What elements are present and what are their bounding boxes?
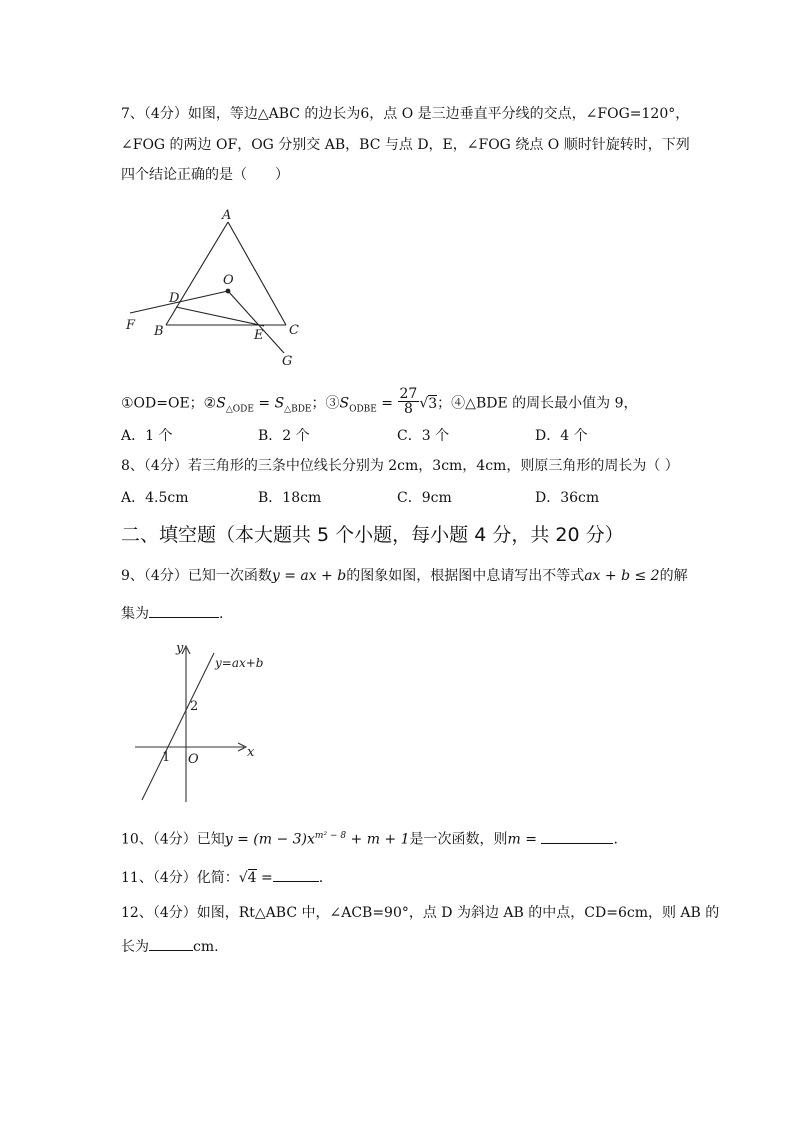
q11-prefix: 11、（4分）化简： [121, 870, 239, 886]
q10-expression: y = (m − 3)x [224, 831, 315, 848]
tick-1: 1 [162, 750, 171, 765]
q7-line-3: 四个结论正确的是（ ） [121, 167, 289, 183]
equals: = [253, 395, 275, 412]
y-axis-label: y [176, 641, 184, 656]
area-subscript: ODBE [349, 404, 377, 415]
q8-option-d[interactable]: D．36cm [535, 490, 600, 506]
period: . [613, 831, 618, 848]
q10-middle: 是一次函数，则 [409, 831, 508, 848]
triangle-figure [118, 205, 308, 370]
q10-answer-blank[interactable] [541, 829, 613, 844]
label-O: O [223, 273, 234, 288]
period: . [219, 606, 224, 622]
fraction [398, 387, 420, 416]
x-axis-label: x [247, 745, 255, 760]
q8-option-b[interactable]: B．18cm [258, 490, 322, 506]
q9-answer-blank[interactable] [149, 603, 219, 618]
q12-line2-text: 长为 [121, 939, 149, 955]
fraction-numerator: 27 [399, 386, 418, 402]
area-symbol: S [216, 395, 226, 412]
label-G: G [282, 354, 293, 369]
q11-answer-blank[interactable] [273, 867, 319, 882]
tick-2: 2 [190, 699, 199, 714]
q9-line-1 [121, 566, 688, 586]
q8-text: 8、（4分）若三角形的三条中位线长分别为 2cm，3cm，4cm，则原三角形的周长为（ ） [121, 458, 679, 474]
q9-line-2 [121, 603, 223, 624]
q9-middle: 的图象如图，根据图中息请写出不等式 [346, 568, 585, 584]
q7-option-c[interactable]: C．3 个 [397, 428, 450, 444]
q10-exponent: m² − 8 [314, 831, 347, 841]
q7-line-2: ∠FOG 的两边 OF，OG 分别交 AB，BC 与点 D，E，∠FOG 绕点 O 顺时针旋转时，下列 [121, 137, 690, 153]
q7-option-d[interactable]: D．4 个 [535, 428, 588, 444]
area-subscript: △ODE [225, 404, 254, 415]
stmt-4: ；④△BDE 的周长最小值为 9， [437, 395, 638, 412]
q9-prefix: 9、（4分）已知一次函数 [121, 568, 272, 584]
q10-variable: m = [507, 831, 537, 848]
q7-statements [121, 386, 638, 419]
q9-suffix: 的解 [659, 568, 688, 584]
origin-label: O [188, 752, 199, 767]
label-D: D [169, 291, 180, 306]
q11-line [121, 867, 323, 888]
q10-prefix: 10、（4分）已知 [121, 831, 225, 848]
area-symbol: S [339, 395, 350, 412]
q7-option-b[interactable]: B．2 个 [258, 428, 310, 444]
period: . [318, 870, 324, 886]
stmt-3-prefix: ；③ [311, 395, 340, 412]
sqrt-radicand: 3 [428, 395, 438, 412]
q11-radicand: 4 [247, 870, 257, 886]
label-C: C [289, 323, 299, 338]
label-F: F [126, 318, 136, 333]
q8-option-a[interactable]: A．4.5cm [121, 490, 189, 506]
q12-line-1: 12、（4分）如图，Rt△ABC 中，∠ACB=90°，点 D 为斜边 AB 的中点，CD=6cm，则 AB 的 [121, 905, 720, 921]
fraction-denominator: 8 [403, 401, 413, 417]
q12-unit: cm. [193, 939, 219, 955]
equals: = [376, 395, 398, 412]
section-title: 二、填空题（本大题共 5 个小题，每小题 4 分，共 20 分） [121, 524, 624, 546]
q10-expression-tail: + m + 1 [346, 831, 410, 848]
label-E: E [254, 328, 264, 343]
stmt-1: ①OD=OE；② [121, 395, 217, 412]
area-subscript: △BDE [284, 404, 312, 415]
q9-inequality: ax + b ≤ 2 [584, 568, 660, 584]
sqrt-symbol: √ [419, 395, 429, 412]
q9-line2-text: 集为 [121, 606, 149, 622]
equals: = [256, 870, 273, 886]
line-label: y=ax+b [215, 656, 264, 670]
q12-answer-blank[interactable] [149, 936, 193, 951]
q7-option-a[interactable]: A．1 个 [121, 428, 173, 444]
q10-line [121, 826, 618, 850]
q9-function: y = ax + b [271, 568, 347, 584]
q12-line-2 [121, 936, 219, 957]
q7-line-1: 7、（4分）如图，等边△ABC 的边长为6，点 O 是三边垂直平分线的交点，∠FOG=120°， [121, 106, 690, 122]
linear-graph [130, 640, 270, 805]
label-B: B [154, 324, 164, 339]
label-A: A [222, 208, 232, 223]
q8-option-c[interactable]: C．9cm [397, 490, 452, 506]
sqrt-symbol: √ [238, 870, 248, 886]
area-symbol: S [274, 395, 285, 412]
